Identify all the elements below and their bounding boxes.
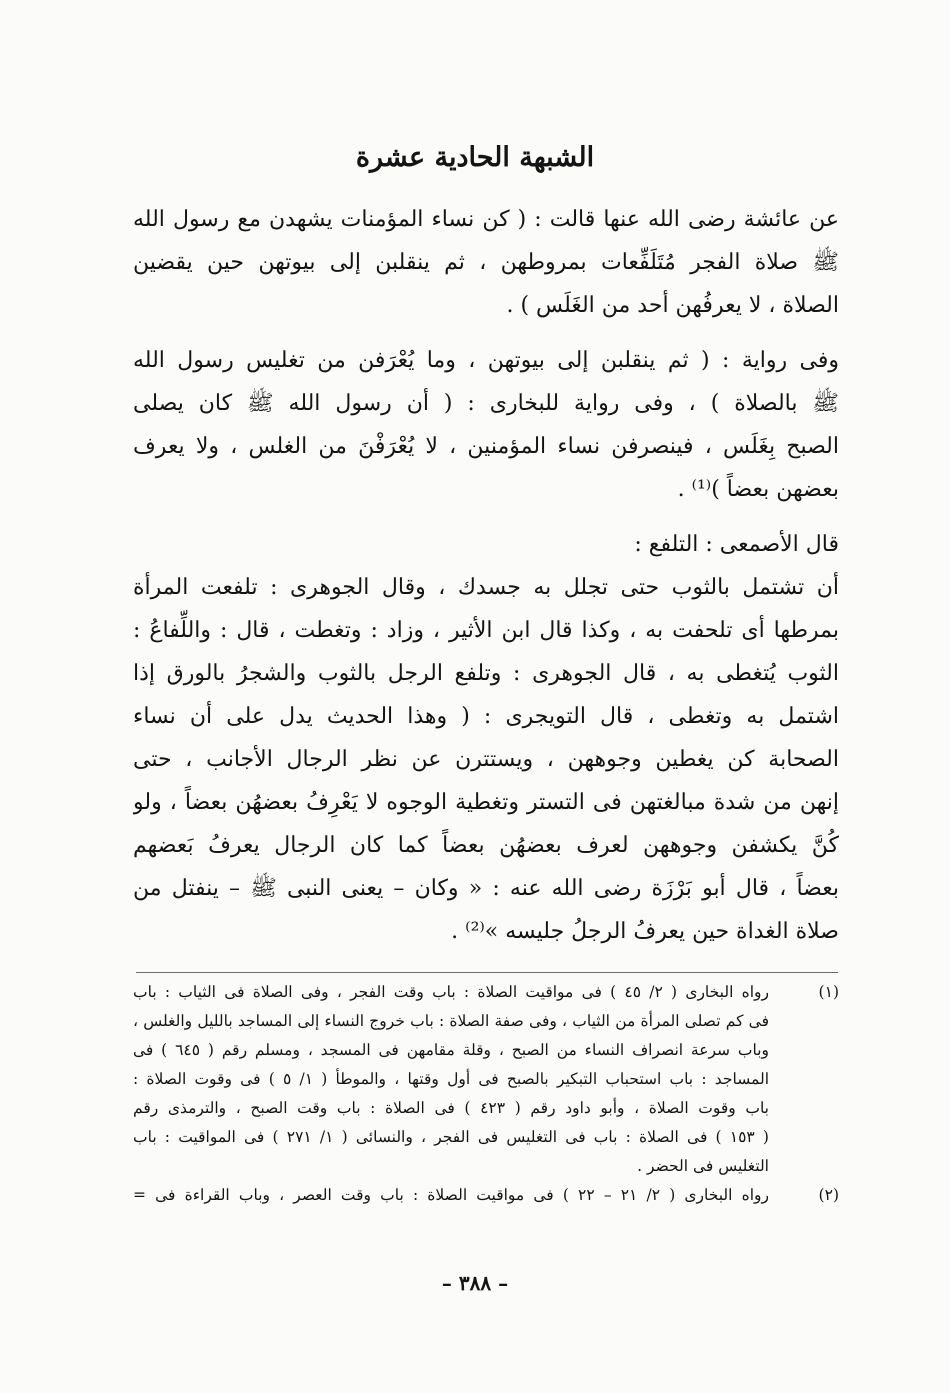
text-line: بعضاً ، قال أبو بَرْزَة رضى الله عنه : « وكان – يعنى النبى ﷺ – ينفتل من bbox=[133, 876, 839, 901]
footnote-line: التغليس فى الحضر . bbox=[637, 1157, 769, 1175]
text-line: الثوب يُتغطى به ، قال الجوهرى : وتلفع الرجل بالثوب والشجرُ بالورق إذا bbox=[133, 661, 839, 686]
paragraph-1 bbox=[133, 198, 839, 327]
footnote-line: رواه البخارى ( ٢/ ٢١ – ٢٢ ) فى مواقيت الصلاة : باب وقت العصر ، وباب القراءة فى = bbox=[133, 1186, 769, 1204]
page-number: – ٣٨٨ – bbox=[441, 1271, 509, 1295]
text-line: عن عائشة رضى الله عنها قالت : ( كن نساء المؤمنات يشهدن مع رسول الله bbox=[133, 207, 839, 232]
text-line: كُنَّ يكشفن وجوههن لعرف بعضهُن بعضاً كما كان الرجال يعرفُ بَعضهم bbox=[133, 833, 839, 858]
footnote-1 bbox=[133, 978, 839, 1181]
text-line: الصحابة كن يغطين وجوههن ، ويستترن عن نظر الرجال الأجانب ، حتى bbox=[133, 747, 839, 772]
main-text bbox=[133, 198, 839, 953]
footnote-line: المساجد : باب استحباب التبكير بالصبح فى أول وقتها ، والموطأ ( ١/ ٥ ) فى وقوت الصلاة : bbox=[133, 1070, 769, 1088]
footnote-line: باب وقوت الصلاة ، وأبو داود رقم ( ٤٢٣ ) فى الصلاة : باب وقت الصبح ، والترمذى رقم bbox=[133, 1099, 769, 1117]
text-line: اشتمل به وتغطى ، قال التويجرى : ( وهذا الحديث يدل على أن نساء bbox=[133, 704, 839, 729]
footnote-line: رواه البخارى ( ٢/ ٤٥ ) فى مواقيت الصلاة : باب وقت الفجر ، وفى الصلاة فى الثياب : باب bbox=[133, 983, 769, 1001]
text-line: ﷺ بالصلاة ) ، وفى رواية للبخارى : ( أن رسول الله ﷺ كان يصلى bbox=[133, 391, 839, 416]
text-line: بعضهن بعضاً )⁽¹⁾ . bbox=[677, 477, 839, 502]
text-line: الصلاة ، لا يعرفُهن أحد من الغَلَس ) . bbox=[506, 293, 839, 318]
text-line: صلاة الغداة حين يعرفُ الرجلُ جليسه »⁽²⁾ . bbox=[451, 919, 839, 944]
footnote-divider bbox=[136, 972, 838, 973]
footnote-line: ( ١٥٣ ) فى الصلاة : باب فى التغليس فى الفجر ، والنسائى ( ١/ ٢٧١ ) فى المواقيت : باب bbox=[133, 1128, 769, 1146]
footnote-line: فى كم تصلى المرأة من الثياب ، وفى صفة الصلاة : باب خروج النساء إلى المساجد بالليل والغلس ، bbox=[133, 1012, 769, 1030]
text-line: ﷺ صلاة الفجر مُتَلَفِّعات بمروطهن ، ثم ينقلبن إلى بيوتهن حين يقضين bbox=[133, 250, 839, 275]
text-line: وفى رواية : ( ثم ينقلبن إلى بيوتهن ، وما يُعْرَفن من تغليس رسول الله bbox=[133, 348, 839, 373]
text-line: أن تشتمل بالثوب حتى تجلل به جسدك ، وقال الجوهرى : تلفعت المرأة bbox=[133, 575, 839, 600]
paragraph-2 bbox=[133, 339, 839, 511]
footnote-number: (١) bbox=[818, 983, 839, 1001]
text-line: بمرطها أى تلحفت به ، وكذا قال ابن الأثير ، وزاد : وتغطت ، قال : واللِّفاعُ : bbox=[133, 618, 839, 643]
footnote-line: وباب سرعة انصراف النساء من الصبح ، وقلة مقامهن فى المسجد ، ومسلم رقم ( ٦٤٥ ) فى bbox=[133, 1041, 769, 1059]
paragraph-3 bbox=[133, 523, 839, 953]
text-line: قال الأصمعى : التلفع : bbox=[634, 532, 839, 557]
footnotes bbox=[133, 978, 839, 1210]
text-line: إنهن من شدة مبالغتهن فى التستر وتغطية الوجوه لا يَعْرِفُ بعضهُن بعضاً ، ولو bbox=[133, 790, 839, 815]
text-line: الصبح بِغَلَس ، فينصرفن نساء المؤمنين ، لا يُعْرَفْنَ من الغلس ، ولا يعرف bbox=[133, 434, 839, 459]
footnote-number: (٢) bbox=[818, 1186, 839, 1204]
footnote-2 bbox=[133, 1181, 839, 1210]
section-title: الشبهة الحادية عشرة bbox=[355, 142, 595, 173]
